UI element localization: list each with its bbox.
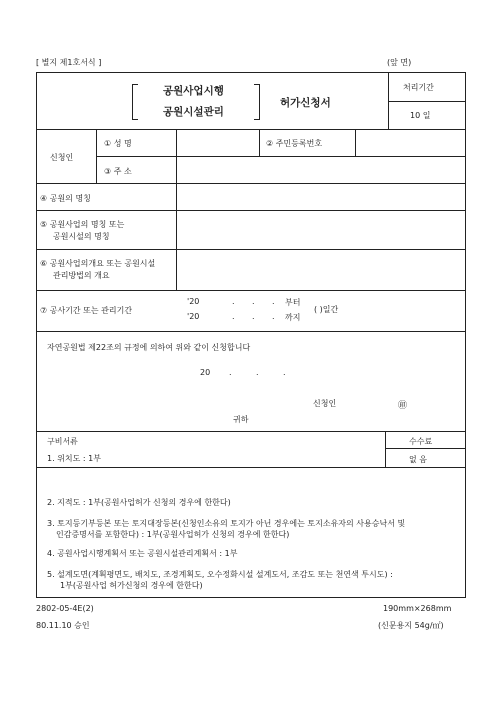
processing-period-label: 처리기간 [403,83,434,92]
paper-size: 190mm×268mm [383,604,452,613]
overview-label-2: 관리방법의 개요 [53,271,110,280]
fee-value: 없 음 [409,455,427,464]
documents-header: 구비서류 [47,437,78,446]
to-dot-2: . [252,312,255,321]
signer-label: 신청인 [313,399,337,408]
from-dot-2: . [252,297,255,306]
overview-label: ⑥ 공원사업의개요 또는 공원시설 [40,259,156,268]
paper-type: (신문용지 54g/㎡) [378,621,444,630]
name-field[interactable] [177,130,258,155]
addressee-label: 귀하 [233,415,249,424]
title-line-1: 공원사업시행 [163,85,224,97]
until-label: 까지 [285,313,301,322]
resident-number-field[interactable] [356,130,464,155]
document-item: 2. 지적도 : 1부(공원사업허가 신청의 경우에 한한다) [47,498,231,507]
park-name-field[interactable] [177,184,464,209]
document-item-continued: 인감증명서를 포함한다) : 1부(공원사업허가 신청의 경우에 한한다) [56,530,290,539]
to-year: '20 [187,312,200,321]
statement-text: 자연공원법 제22조의 규정에 의하여 위와 같이 신청합니다 [47,343,251,352]
resident-number-label: ② 주민등록번호 [266,139,323,148]
date-dot-2: . [256,368,259,377]
period-field[interactable] [177,291,464,330]
approval-date: 80.11.10 승인 [36,621,90,630]
days-label: ( )일간 [314,305,339,314]
date-dot-3: . [283,368,286,377]
document-item: 1. 위치도 : 1부 [47,454,101,463]
date-dot-1: . [229,368,232,377]
project-name-field[interactable] [177,211,464,248]
from-label: 부터 [285,298,301,307]
title-line-2: 공원시설관리 [163,106,224,118]
to-dot-1: . [232,312,235,321]
title-bracket-left [132,84,138,120]
name-label: ① 성 명 [104,139,132,148]
seal-mark: ㊞ [398,401,408,411]
from-dot-3: . [272,297,275,306]
address-field[interactable] [177,157,464,182]
project-name-label-2: 공원시설의 명칭 [53,232,110,241]
form-number: [ 별지 제1호서식 ] [36,58,102,67]
title-bracket-right [254,84,260,120]
page-side-label: (앞 면) [387,58,412,67]
project-name-label: ⑤ 공원사업의 명칭 또는 [40,220,125,229]
document-item-continued: 1부(공원사업 허가신청의 경우에 한한다) [60,581,203,590]
from-dot-1: . [232,297,235,306]
date-year: 20 [200,368,211,377]
park-name-label: ④ 공원의 명칭 [40,194,91,203]
address-label: ③ 주 소 [104,167,132,176]
overview-field[interactable] [177,250,464,289]
form-code: 2802-05-4E(2) [36,604,94,613]
applicant-label: 신청인 [50,153,74,162]
document-item: 5. 설계도면(계획평면도, 배치도, 조경계획도, 오수정화시설 설계도서, 조감도 또는 천연색 투시도) : [47,570,393,579]
document-item: 4. 공원사업시행계획서 또는 공원시설관리계획서 : 1부 [47,549,238,558]
document-item: 3. 토지등기부등본 또는 토지대장등본(신청인소유의 토지가 아닌 경우에는 토지소유자의 사용승낙서 및 [47,519,406,528]
from-year: '20 [187,297,200,306]
to-dot-3: . [272,312,275,321]
fee-header: 수수료 [409,437,433,446]
period-label: ⑦ 공사기간 또는 관리기간 [40,306,133,315]
title-suffix: 허가신청서 [280,97,331,109]
processing-period-value: 10 일 [410,111,431,120]
